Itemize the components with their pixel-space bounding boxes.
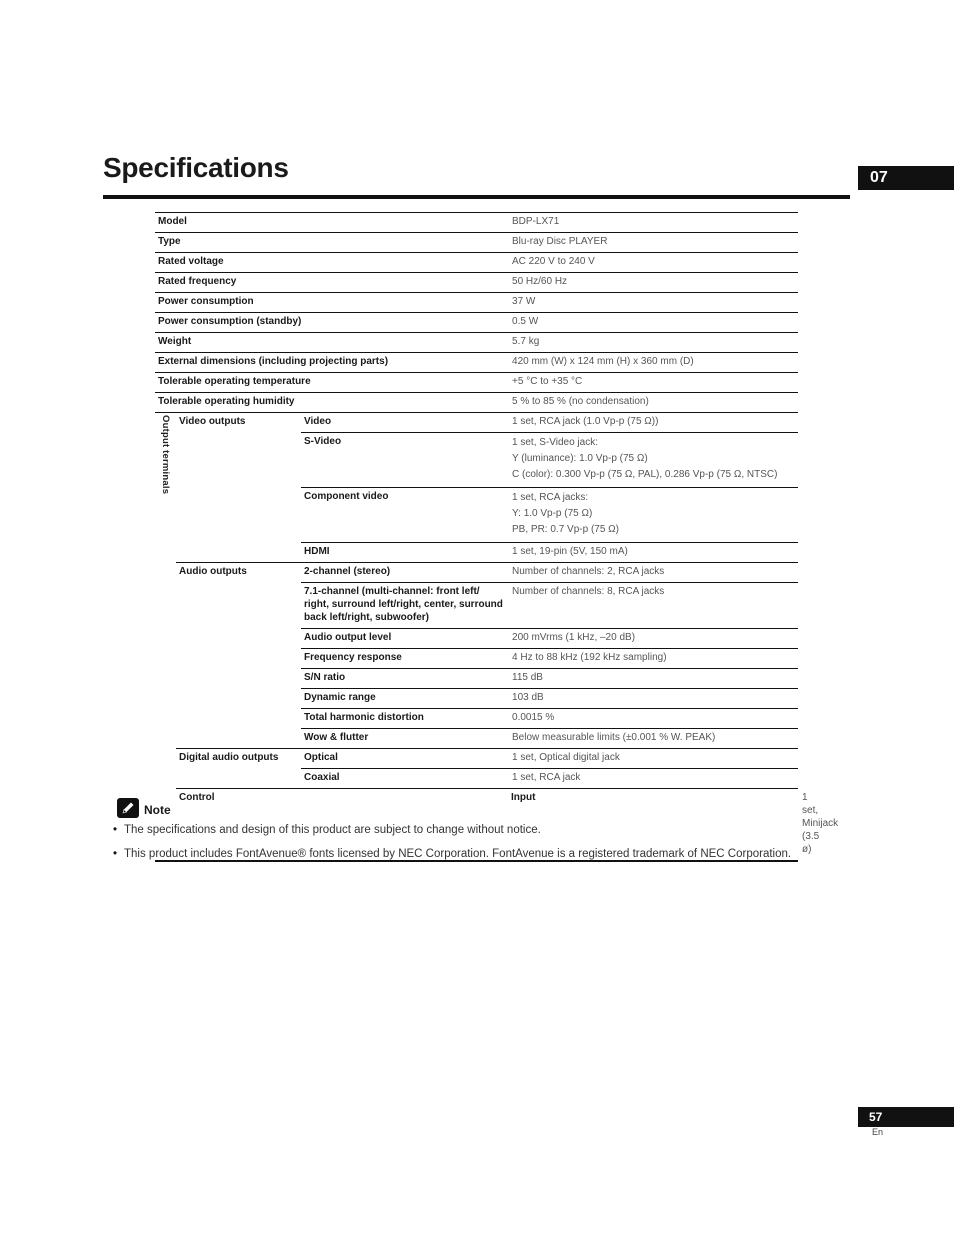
note-label: Note — [144, 802, 171, 817]
table-row — [155, 749, 798, 769]
spec-key: Weight — [155, 333, 508, 353]
table-row — [155, 393, 798, 413]
pencil-icon — [117, 798, 139, 818]
spec-key: Video — [301, 413, 508, 433]
table-row — [155, 233, 798, 253]
spec-value: 1 set, RCA jack (1.0 Vp-p (75 Ω)) — [508, 413, 798, 433]
table-row — [155, 413, 798, 433]
spec-key: Coaxial — [301, 769, 508, 789]
spec-value-line: Y (luminance): 1.0 Vp-p (75 Ω) — [512, 453, 648, 464]
spec-value — [508, 488, 798, 543]
spec-value-line: PB, PR: 0.7 Vp-p (75 Ω) — [512, 524, 619, 535]
control-label: Control — [176, 789, 508, 862]
spec-key: HDMI — [301, 543, 508, 563]
spec-value-line: 1 set, S-Video jack: — [512, 437, 598, 448]
spec-key: Type — [155, 233, 508, 253]
spec-value: 5 % to 85 % (no condensation) — [508, 393, 798, 413]
note-heading — [117, 798, 171, 818]
note-item: • The specifications and design of this product are subject to change without notice. — [113, 823, 873, 838]
spec-value-line: Y: 1.0 Vp-p (75 Ω) — [512, 508, 593, 519]
spec-key: Frequency response — [301, 649, 508, 669]
spec-key: Dynamic range — [301, 689, 508, 709]
spec-key: Power consumption — [155, 293, 508, 313]
spec-value: 200 mVrms (1 kHz, –20 dB) — [508, 629, 798, 649]
spec-key: 2-channel (stereo) — [301, 563, 508, 583]
spec-value: 5.7 kg — [508, 333, 798, 353]
table-row: Control Input 1 set, Minijack (3.5 ø) — [155, 789, 798, 862]
spec-key: Tolerable operating humidity — [155, 393, 508, 413]
table-row — [155, 293, 798, 313]
spec-value: 1 set, RCA jack — [508, 769, 798, 789]
table-row — [155, 273, 798, 293]
output-terminals-cell — [155, 413, 176, 862]
spec-key: Power consumption (standby) — [155, 313, 508, 333]
spec-value: 420 mm (W) x 124 mm (H) x 360 mm (D) — [508, 353, 798, 373]
language-label: En — [872, 1127, 884, 1137]
spec-value: 37 W — [508, 293, 798, 313]
spec-value: 4 Hz to 88 kHz (192 kHz sampling) — [508, 649, 798, 669]
spec-key: S/N ratio — [301, 669, 508, 689]
chapter-tab: 07 — [858, 166, 954, 190]
spec-value — [508, 433, 798, 488]
spec-value: AC 220 V to 240 V — [508, 253, 798, 273]
spec-value: 1 set, 19-pin (5V, 150 mA) — [508, 543, 798, 563]
spec-table-wrapper — [155, 212, 839, 862]
spec-key: External dimensions (including projecting parts) — [155, 353, 508, 373]
spec-key: Tolerable operating temperature — [155, 373, 508, 393]
spec-key: Model — [155, 213, 508, 233]
spec-value: 103 dB — [508, 689, 798, 709]
page-number-tab: 57 — [858, 1107, 954, 1127]
output-terminals-label: Output terminals — [160, 415, 171, 495]
video-outputs-label: Video outputs — [176, 413, 301, 563]
spec-value: 115 dB — [508, 669, 798, 689]
digital-audio-outputs-label: Digital audio outputs — [176, 749, 301, 789]
spec-value: 0.5 W — [508, 313, 798, 333]
spec-value: Blu-ray Disc PLAYER — [508, 233, 798, 253]
table-row — [155, 253, 798, 273]
title-rule — [103, 195, 850, 199]
note-item: • This product includes FontAvenue® fonts licensed by NEC Corporation. FontAvenue is a registered trademark of NEC Corporation. — [113, 847, 873, 862]
spec-value: Number of channels: 2, RCA jacks — [508, 563, 798, 583]
page-title: Specifications — [103, 152, 289, 183]
spec-value: Below measurable limits (±0.001 % W. PEAK) — [508, 729, 798, 749]
spec-key: 7.1-channel (multi-channel: front left/ right, surround left/right, center, surround back left/right, subwoofer) — [301, 583, 508, 629]
audio-outputs-label: Audio outputs — [176, 563, 301, 749]
spec-key: Wow & flutter — [301, 729, 508, 749]
table-row — [155, 353, 798, 373]
spec-key: Component video — [301, 488, 508, 543]
spec-value: 50 Hz/60 Hz — [508, 273, 798, 293]
table-row — [155, 313, 798, 333]
spec-key: Audio output level — [301, 629, 508, 649]
spec-key: Rated voltage — [155, 253, 508, 273]
spec-key: Input — [508, 789, 798, 862]
note-list — [113, 823, 873, 871]
spec-value-line: 1 set, RCA jacks: — [512, 492, 589, 503]
spec-value: 0.0015 % — [508, 709, 798, 729]
spec-value: 1 set, Optical digital jack — [508, 749, 798, 769]
spec-key: Rated frequency — [155, 273, 508, 293]
spec-value-line: C (color): 0.300 Vp-p (75 Ω, PAL), 0.286 Vp-p (75 Ω, NTSC) — [512, 469, 778, 480]
spec-value: BDP-LX71 — [508, 213, 798, 233]
spec-table — [155, 212, 839, 862]
spec-value: +5 °C to +35 °C — [508, 373, 798, 393]
table-row — [155, 563, 798, 583]
table-row — [155, 333, 798, 353]
spec-key: S-Video — [301, 433, 508, 488]
spec-value: Number of channels: 8, RCA jacks — [508, 583, 798, 629]
table-row — [155, 213, 798, 233]
spec-key: Optical — [301, 749, 508, 769]
spec-key: Total harmonic distortion — [301, 709, 508, 729]
table-row — [155, 373, 798, 393]
